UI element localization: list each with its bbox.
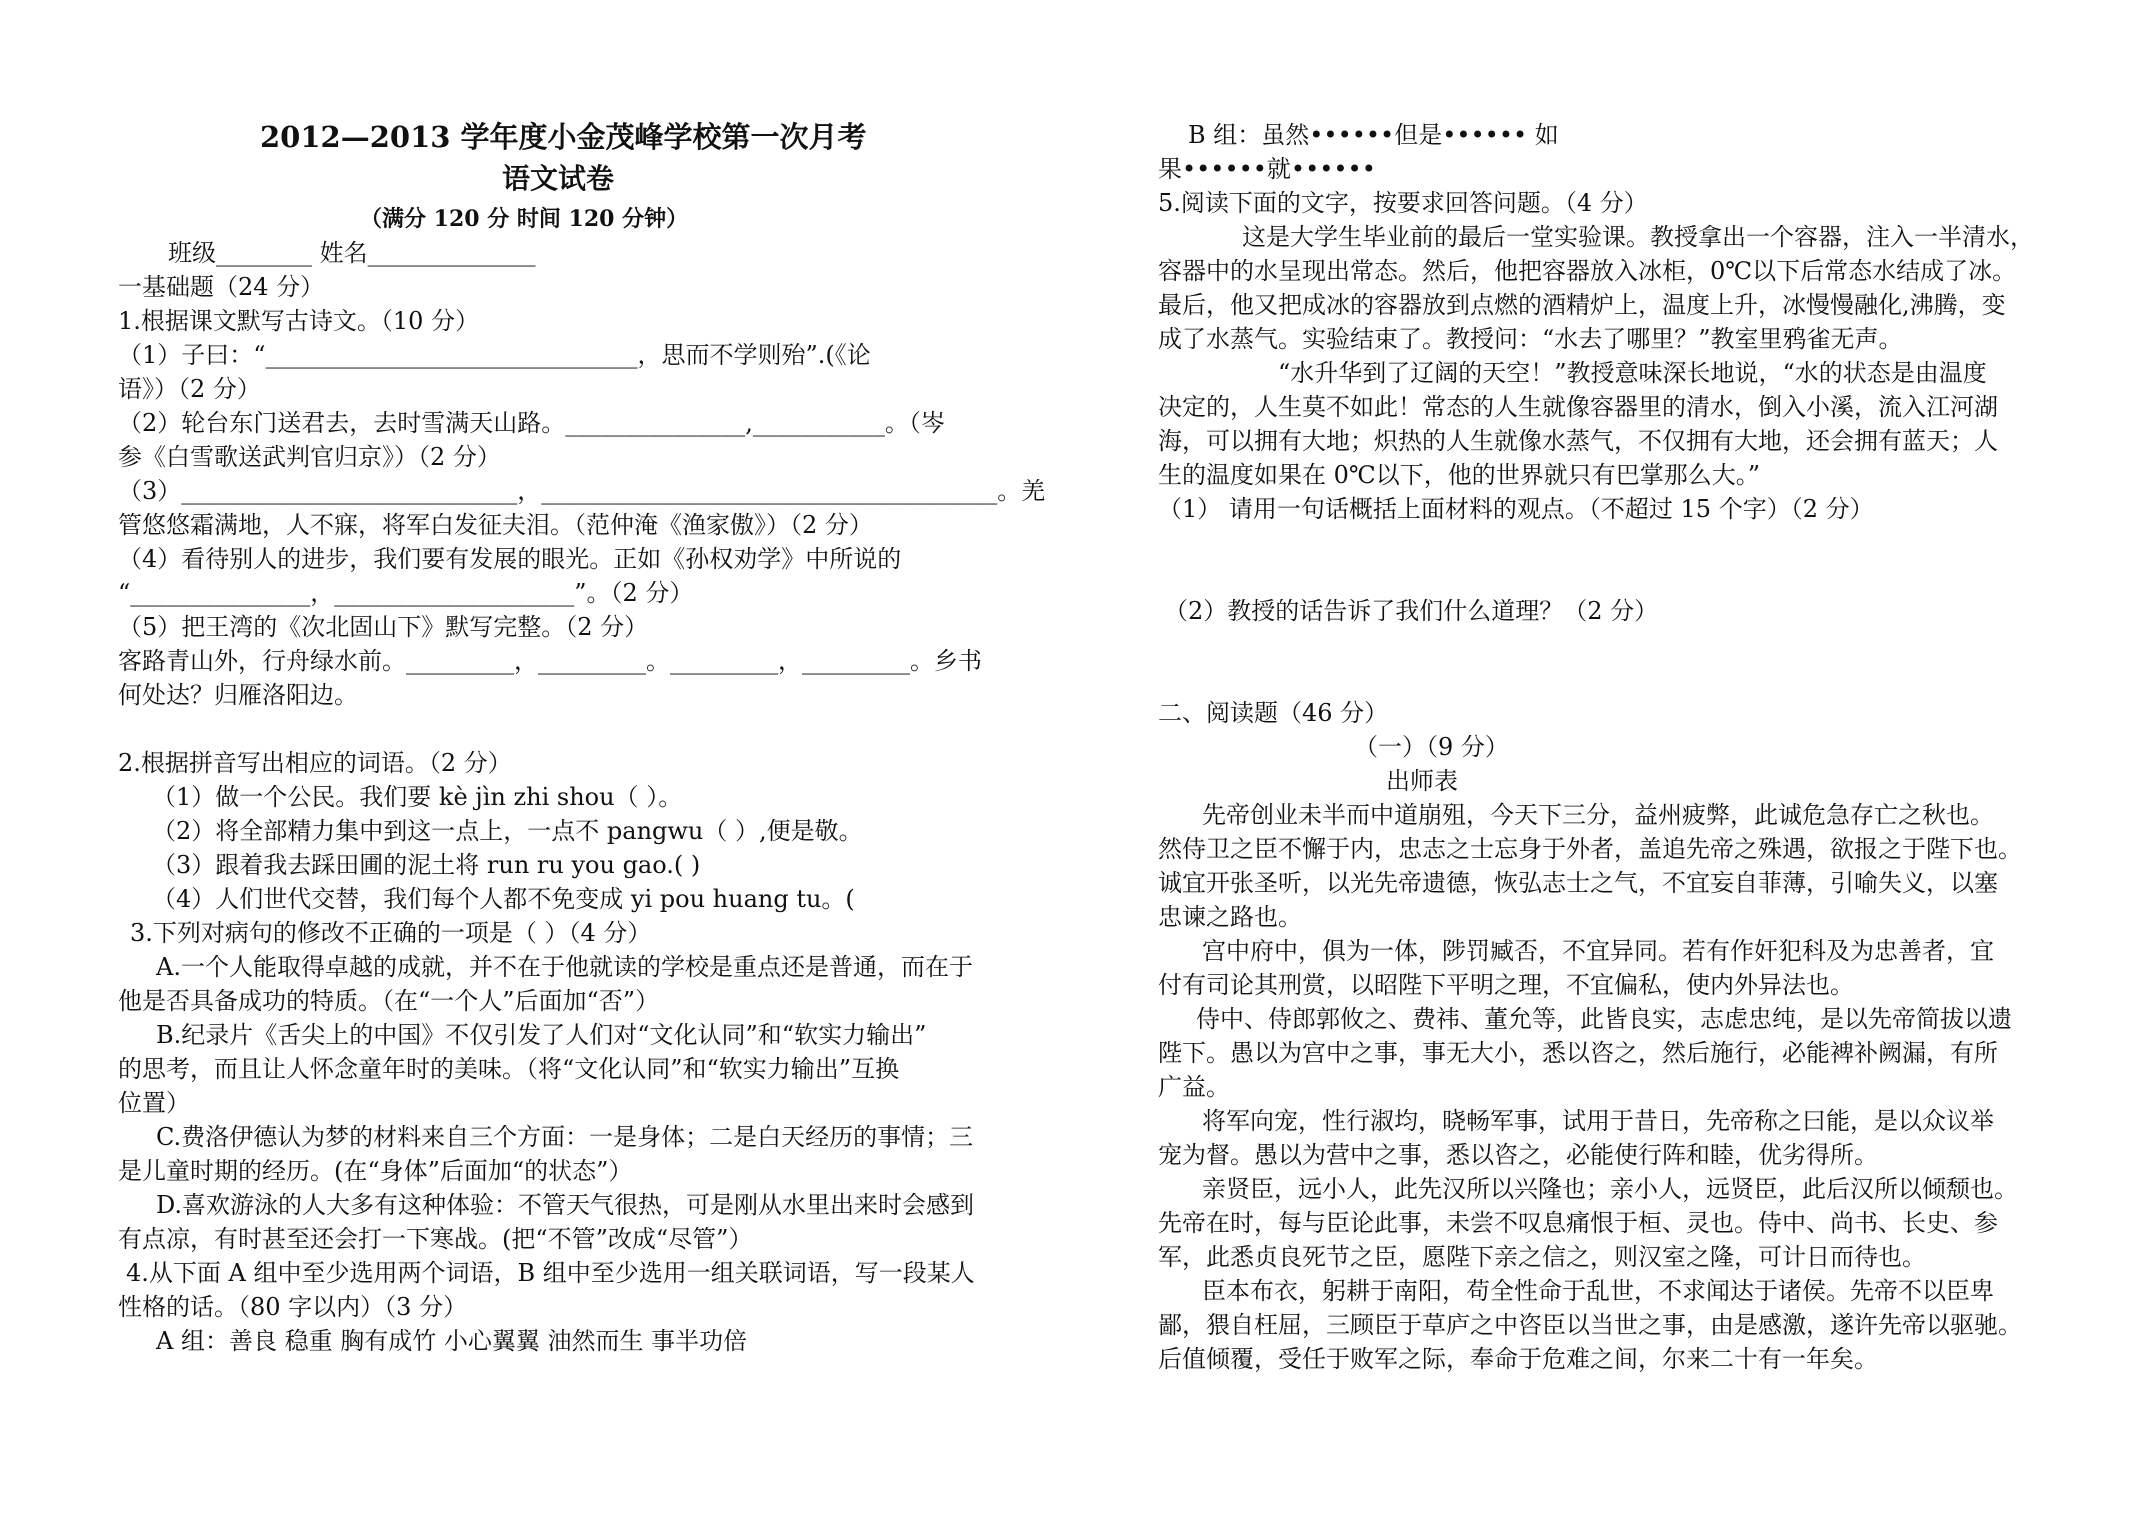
left-text-line: （2）轮台东门送君去，去时雪满天山路。_______________,___________。（岑	[118, 409, 945, 437]
left-text-line: 何处达？归雁洛阳边。	[118, 681, 358, 709]
right-text-line: 亲贤臣，远小人，此先汉所以兴隆也；亲小人，远贤臣，此后汉所以倾颓也。	[1202, 1175, 2018, 1203]
right-text-line: 5.阅读下面的文字，按要求回答问题。（4 分）	[1158, 189, 1648, 217]
right-text-line: 鄙，猥自枉屈，三顾臣于草庐之中咨臣以当世之事，由是感激，遂许先帝以驱驰。	[1158, 1311, 2022, 1339]
right-text-line: 容器中的水呈现出常态。然后，他把容器放入冰柜，0℃以下后常态水结成了冰。	[1158, 257, 2017, 285]
right-text-line: 广益。	[1158, 1073, 1230, 1101]
right-text-line: 军，此悉贞良死节之臣，愿陛下亲之信之，则汉室之隆，可计日而待也。	[1158, 1243, 1926, 1271]
right-text-line: B 组：虽然••••••但是•••••• 如	[1188, 121, 1559, 149]
right-text-line: 成了水蒸气。实验结束了。教授问：“水去了哪里？”教室里鸦雀无声。	[1158, 325, 1903, 353]
left-text-line: B.纪录片《舌尖上的中国》不仅引发了人们对“文化认同”和“软实力输出”	[156, 1021, 927, 1049]
right-text-line: 果••••••就••••••	[1158, 155, 1376, 183]
right-text-line: 忠谏之路也。	[1158, 903, 1302, 931]
right-text-line: 先帝在时，每与臣论此事，未尝不叹息痛恨于桓、灵也。侍中、尚书、长史、参	[1158, 1209, 1998, 1237]
right-text-line: 二、阅读题（46 分）	[1158, 699, 1389, 727]
left-text-line: （1）做一个公民。我们要 kè jìn zhi shou（ ）。	[152, 783, 683, 811]
right-text-line: 决定的，人生莫不如此！常态的人生就像容器里的清水，倒入小溪，流入江河湖	[1158, 393, 1998, 421]
right-text-line: 这是大学生毕业前的最后一堂实验课。教授拿出一个容器，注入一半清水，	[1242, 223, 2034, 251]
left-text-line: （1）子曰：“_______________________________，思而不学则殆”.(《论	[118, 341, 871, 369]
right-text-line: 然侍卫之臣不懈于内，忠志之士忘身于外者，盖追先帝之殊遇，欲报之于陛下也。	[1158, 835, 2022, 863]
left-text-line: 一基础题（24 分）	[118, 273, 325, 301]
left-text-line: 管悠悠霜满地，人不寐，将军白发征夫泪。（范仲淹《渔家傲》）（2 分）	[118, 511, 873, 539]
left-text-line: 2012—2013 学年度小金茂峰学校第一次月考	[260, 120, 867, 154]
right-text-line: 后值倾覆，受任于败军之际，奉命于危难之间，尔来二十有一年矣。	[1158, 1345, 1878, 1373]
right-text-line: （一）（9 分）	[1354, 733, 1509, 761]
left-text-line: （满分 120 分 时间 120 分钟）	[360, 206, 689, 232]
left-text-line: 他是否具备成功的特质。（在“一个人”后面加“否”）	[118, 987, 660, 1015]
right-text-line: 付有司论其刑赏，以昭陛下平明之理，不宜偏私，使内外异法也。	[1158, 971, 1854, 999]
left-text-line: （3）____________________________，______________________________________。羌	[118, 477, 1046, 505]
right-text-line: 宠为督。愚以为营中之事，悉以咨之，必能使行阵和睦，优劣得所。	[1158, 1141, 1878, 1169]
left-text-line: 的思考，而且让人怀念童年时的美味。（将“文化认同”和“软实力输出”互换	[118, 1055, 900, 1083]
right-text-line: 将军向宠，性行淑均，晓畅军事，试用于昔日，先帝称之曰能，是以众议举	[1202, 1107, 1994, 1135]
left-text-line: 参《白雪歌送武判官归京》）（2 分）	[118, 443, 501, 471]
left-text-line: （3）跟着我去踩田圃的泥土将 run ru you gao.( )	[152, 851, 701, 879]
left-text-line: 有点凉，有时甚至还会打一下寒战。(把“不管”改成“尽管”）	[118, 1225, 753, 1253]
right-text-line: 宫中府中，俱为一体，陟罚臧否，不宜异同。若有作奸犯科及为忠善者，宜	[1202, 937, 1994, 965]
right-text-line: （1） 请用一句话概括上面材料的观点。（不超过 15 个字）（2 分）	[1158, 495, 1874, 523]
left-text-line: “_______________，____________________”。（2 分）	[118, 579, 694, 607]
left-text-line: 3.下列对病句的修改不正确的一项是（ ）（4 分）	[130, 919, 652, 947]
left-text-line: 语文试卷	[502, 162, 615, 195]
left-text-line: 位置）	[118, 1089, 190, 1117]
right-text-line: 臣本布衣，躬耕于南阳，苟全性命于乱世，不求闻达于诸侯。先帝不以臣卑	[1202, 1277, 1994, 1305]
left-text-line: 性格的话。（80 字以内）（3 分）	[118, 1293, 468, 1321]
right-text-line: （2）教授的话告诉了我们什么道理？（2 分）	[1164, 597, 1659, 625]
right-text-line: 最后，他又把成冰的容器放到点燃的酒精炉上，温度上升，冰慢慢融化,沸腾，变	[1158, 291, 2006, 319]
left-text-line: （4）看待别人的进步，我们要有发展的眼光。正如《孙权劝学》中所说的	[118, 545, 902, 573]
left-text-line: （2）将全部精力集中到这一点上，一点不 pangwu（ ）,便是敬。	[152, 817, 863, 845]
left-text-line: 客路青山外，行舟绿水前。_________，_________。_________，_________。乡书	[118, 647, 982, 675]
right-text-line: 诚宜开张圣听，以光先帝遗德，恢弘志士之气，不宜妄自菲薄，引喻失义，以塞	[1158, 869, 1998, 897]
left-text-line: 1.根据课文默写古诗文。（10 分）	[118, 307, 480, 335]
right-text-line: 出师表	[1386, 767, 1458, 795]
right-text-line: “水升华到了辽阔的天空！”教授意味深长地说，“水的状态是由温度	[1278, 359, 1987, 387]
left-text-line: （4）人们世代交替，我们每个人都不免变成 yi pou huang tu。(	[152, 885, 855, 913]
left-text-line: A.一个人能取得卓越的成就，并不在于他就读的学校是重点还是普通，而在于	[156, 953, 973, 981]
right-text-line: 先帝创业未半而中道崩殂，今天下三分，益州疲弊，此诚危急存亡之秋也。	[1202, 801, 1994, 829]
left-text-line: C.费洛伊德认为梦的材料来自三个方面：一是身体；二是白天经历的事情；三	[156, 1123, 974, 1151]
left-text-line: 语》）（2 分）	[118, 375, 261, 403]
left-text-line: 2.根据拼音写出相应的词语。（2 分）	[118, 749, 512, 777]
left-text-line: 班级________ 姓名______________	[168, 239, 536, 267]
right-text-line: 海，可以拥有大地；炽热的人生就像水蒸气，不仅拥有大地，还会拥有蓝天；人	[1158, 427, 1998, 455]
right-text-line: 陛下。愚以为宫中之事，事无大小，悉以咨之，然后施行，必能裨补阙漏，有所	[1158, 1039, 1998, 1067]
left-text-line: D.喜欢游泳的人大多有这种体验：不管天气很热，可是刚从水里出来时会感到	[156, 1191, 975, 1219]
right-text-line: 生的温度如果在 0℃以下，他的世界就只有巴掌那么大。”	[1158, 461, 1761, 489]
left-text-line: A 组：善良 稳重 胸有成竹 小心翼翼 油然而生 事半功倍	[156, 1327, 748, 1355]
left-text-line: （5）把王湾的《次北固山下》默写完整。（2 分）	[118, 613, 649, 641]
left-text-line: 4.从下面 A 组中至少选用两个词语，B 组中至少选用一组关联词语，写一段某人	[126, 1259, 975, 1287]
right-text-line: 侍中、侍郎郭攸之、费祎、董允等，此皆良实，志虑忠纯，是以先帝简拔以遗	[1196, 1005, 2012, 1033]
left-text-line: 是儿童时期的经历。(在“身体”后面加“的状态”）	[118, 1157, 633, 1185]
